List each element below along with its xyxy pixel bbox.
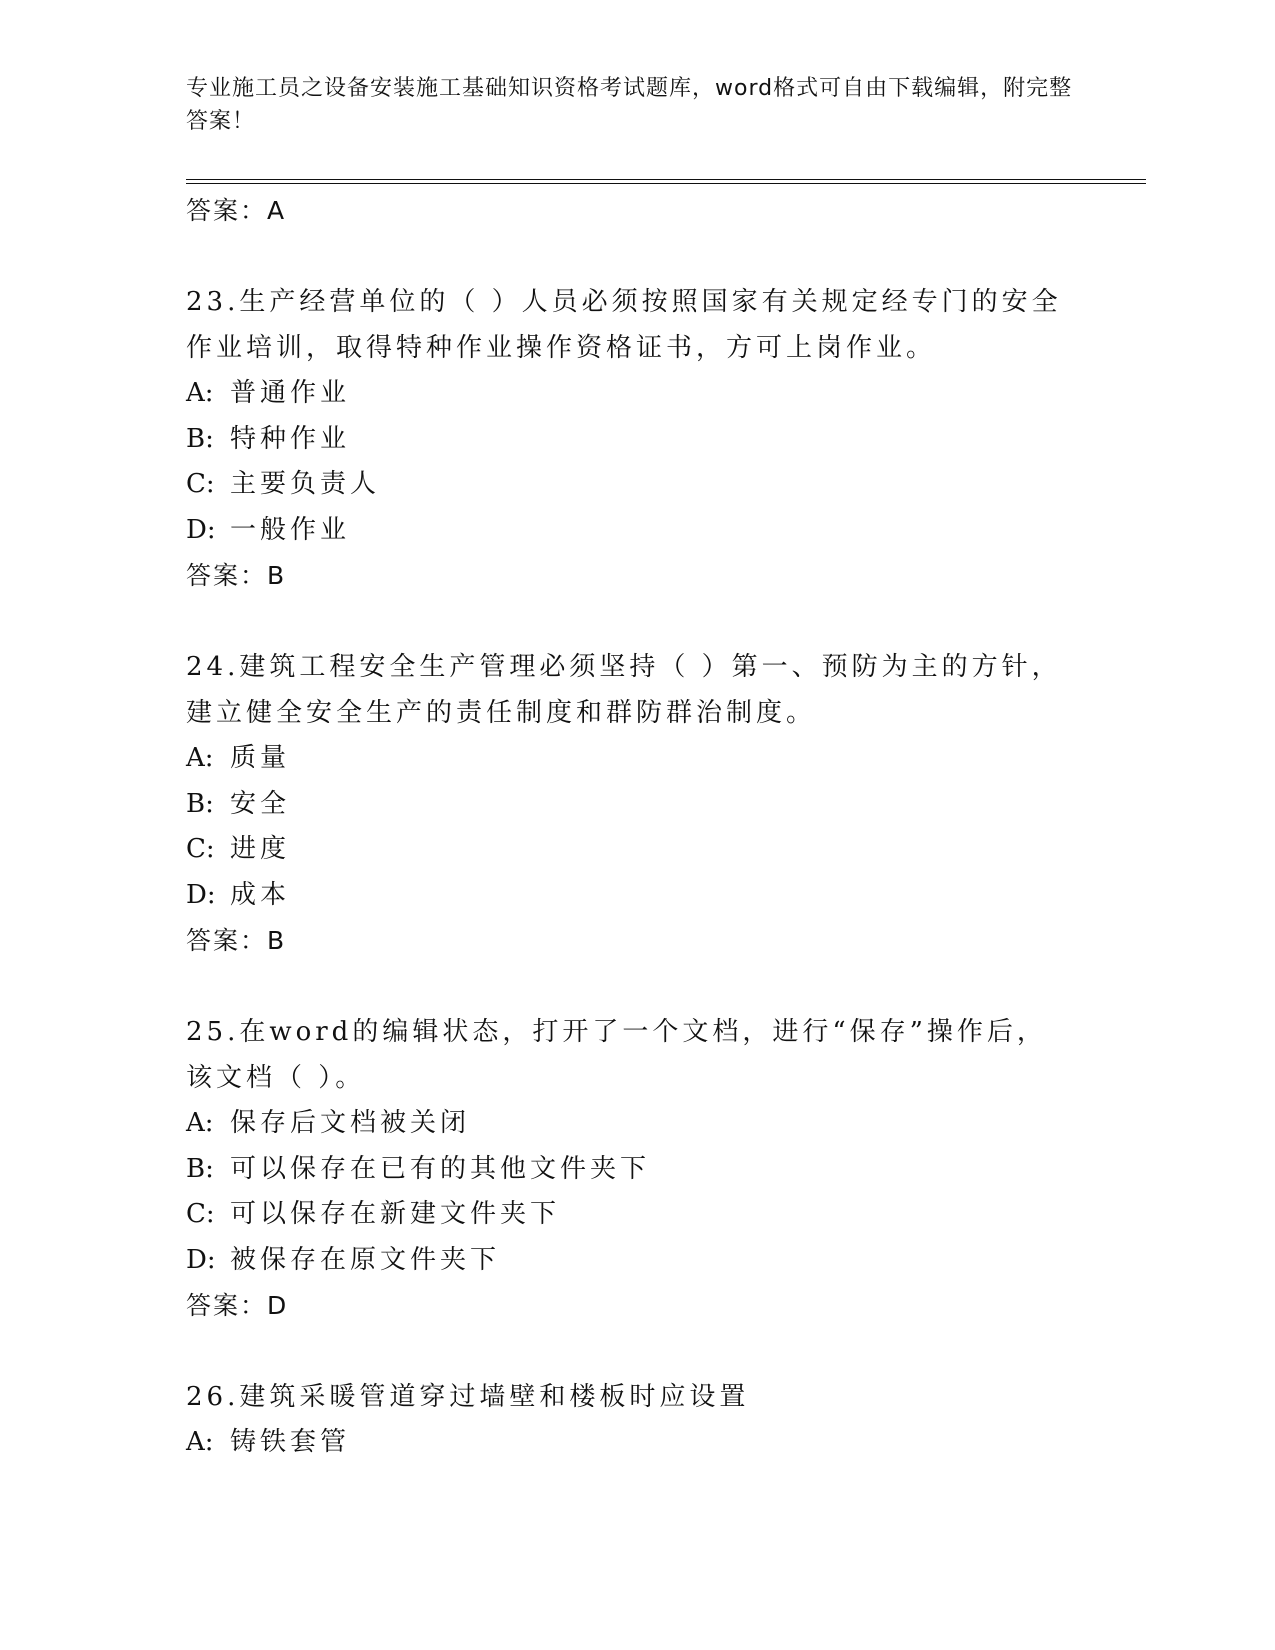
answer-option xyxy=(186,508,1146,554)
question-block xyxy=(186,644,1146,963)
option-text: 安全 xyxy=(230,788,291,819)
answer-option xyxy=(186,782,1146,828)
option-letter: C: xyxy=(186,469,215,499)
answer-option xyxy=(186,736,1146,782)
option-text: 成本 xyxy=(230,879,291,910)
option-letter: A: xyxy=(186,743,214,773)
question-text: 24.建筑工程安全生产管理必须坚持（ ）第一、预防为主的方针，建立健全安全生产的责任制度和群防群治制度。 xyxy=(186,652,1062,728)
answer-line: 答案：B xyxy=(186,561,287,590)
answer-option xyxy=(186,873,1146,919)
option-letter: B: xyxy=(186,423,214,454)
option-letter: A: xyxy=(186,1108,214,1138)
option-text: 一般作业 xyxy=(230,514,351,545)
question-spacer xyxy=(186,963,1146,1009)
option-letter: C: xyxy=(186,834,215,864)
question-text: 25.在word的编辑状态，打开了一个文档，进行“保存”操作后，该文档（ ）。 xyxy=(186,1017,1047,1093)
question-list xyxy=(186,233,1146,1466)
answer-option xyxy=(186,1192,1146,1238)
option-letter: D: xyxy=(186,879,216,910)
option-text: 进度 xyxy=(230,834,291,864)
answer-line: 答案：A xyxy=(186,196,287,225)
option-text: 保存后文档被关闭 xyxy=(230,1108,471,1138)
option-text: 可以保存在新建文件夹下 xyxy=(230,1199,561,1229)
document-header: 专业施工员之设备安装施工基础知识资格考试题库，word格式可自由下载编辑，附完整答案！ xyxy=(186,76,1073,134)
question-text: 26.建筑采暖管道穿过墙壁和楼板时应设置 xyxy=(186,1382,750,1412)
option-text: 可以保存在已有的其他文件夹下 xyxy=(230,1153,651,1184)
question-spacer xyxy=(186,1328,1146,1374)
option-letter: B: xyxy=(186,788,214,819)
option-letter: A: xyxy=(186,1427,214,1457)
option-letter: A: xyxy=(186,378,214,408)
answer-option xyxy=(186,1147,1146,1193)
question-block xyxy=(186,279,1146,598)
answer-option xyxy=(186,1101,1146,1147)
option-letter: C: xyxy=(186,1199,215,1229)
option-letter: B: xyxy=(186,1153,214,1184)
document-page xyxy=(186,72,1146,1466)
answer-option xyxy=(186,462,1146,508)
option-letter: D: xyxy=(186,514,216,545)
header-divider xyxy=(186,179,1146,180)
option-text: 被保存在原文件夹下 xyxy=(230,1244,501,1275)
question-block xyxy=(186,1009,1146,1328)
option-text: 质量 xyxy=(230,743,291,773)
question-spacer xyxy=(186,233,1146,279)
answer-option xyxy=(186,371,1146,417)
option-text: 主要负责人 xyxy=(230,469,381,499)
option-text: 铸铁套管 xyxy=(230,1427,351,1457)
answer-option xyxy=(186,1238,1146,1284)
option-text: 普通作业 xyxy=(230,378,351,408)
answer-option xyxy=(186,1420,1146,1466)
question-block xyxy=(186,1374,1146,1466)
answer-option xyxy=(186,417,1146,463)
answer-option xyxy=(186,827,1146,873)
answer-line: 答案：B xyxy=(186,926,287,955)
option-text: 特种作业 xyxy=(230,423,351,454)
question-text: 23.生产经营单位的（ ）人员必须按照国家有关规定经专门的安全作业培训，取得特种作业操作资格证书，方可上岗作业。 xyxy=(186,287,1062,363)
answer-line: 答案：D xyxy=(186,1291,289,1320)
question-spacer xyxy=(186,598,1146,644)
option-letter: D: xyxy=(186,1244,216,1275)
